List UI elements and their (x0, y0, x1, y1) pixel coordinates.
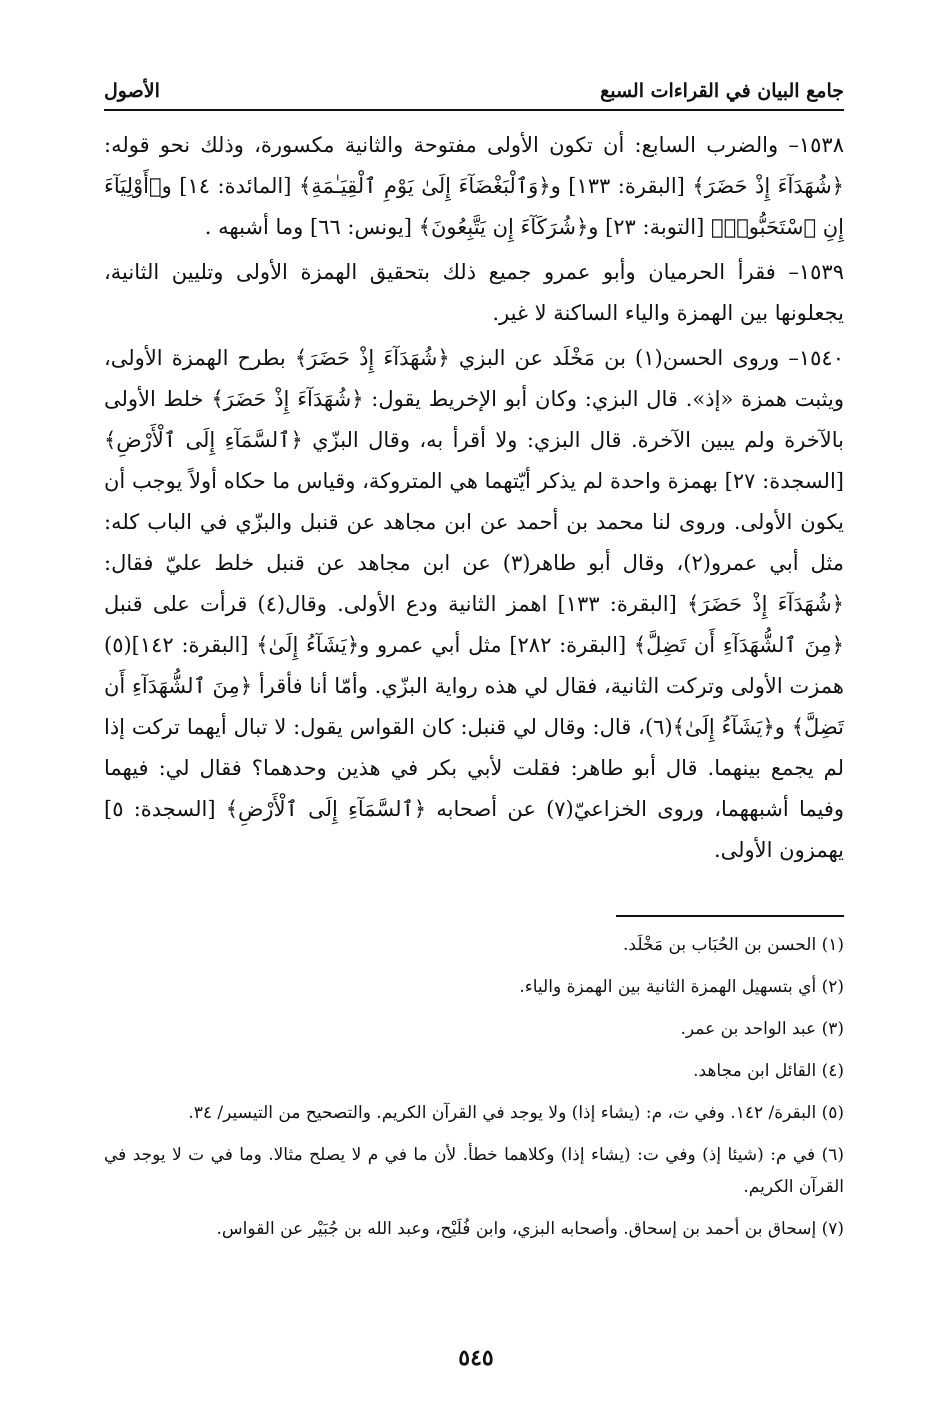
footnote-6: (٦) في م: (شيئا إذ) وفي ت: (يشاء إذا) وكلاهما خطأ. لأن ما في م لا يصلح مثالا. وما في ت لا يوجد في القرآن الكريم. (104, 1144, 844, 1197)
page-number: ٥٤٥ (458, 1345, 494, 1371)
footnote-7: (٧) إسحاق بن أحمد بن إسحاق. وأصحابه البزي، وابن فُلَيْح، وعبد الله بن جُبَيْر عن القواس. (216, 1218, 844, 1239)
footnote-4: (٤) القائل ابن مجاهد. (693, 1060, 844, 1081)
footnote-separator (616, 915, 844, 917)
footnote-5: (٥) البقرة/ ١٤٢. وفي ت، م: (يشاء إذا) ولا يوجد في القرآن الكريم. والتصحيح من التيسير/ ٣٤. (188, 1102, 844, 1123)
section-title: الأصول (104, 80, 160, 102)
footnote-1: (١) الحسن بن الحُبَاب بن مَخْلَد. (623, 934, 844, 955)
footnotes (104, 929, 844, 1245)
paragraph-1538: ١٥٣٨– والضرب السابع: أن تكون الأولى مفتوحة والثانية مكسورة، وذلك نحو قوله: ﴿شُهَدَآءَ إِذْ حَضَرَ﴾ [البقرة: ١٣٣] و﴿وَٱلْبَغْضَآءَ إِلَىٰ يَوْمِ ٱلْقِيَـٰمَةِ﴾ [المائدة: ١٤] و﴿أَوْلِيَآءَ إِنِ ٱسْتَحَبُّوا۟﴾ [التوبة: ٢٣] و﴿شُرَكَآءَ إِن يَتَّبِعُونَ﴾ [يونس: ٦٦] وما أشبهه . (104, 132, 844, 239)
paragraph-1540: ١٥٤٠– وروى الحسن(١) بن مَخْلَد عن البزي ﴿شُهَدَآءَ إِذْ حَضَرَ﴾ بطرح الهمزة الأولى، ويثبت همزة «إذ». قال البزي: وكان أبو الإخريط يقول: ﴿شُهَدَآءَ إِذْ حَضَرَ﴾ خلط الأولى بالآخرة ولم يبين الآخرة. قال البزي: ولا أقرأ به، وقال البزّي ﴿ٱلسَّمَآءِ إِلَى ٱلْأَرْضِ﴾ [السجدة: ٢٧] بهمزة واحدة لم يذكر أيّتهما هي المتروكة، وقياس ما حكاه أولاً يوجب أن يكون الأولى. وروى لنا محمد بن أحمد عن ابن مجاهد عن قنبل والبزّي في الباب كله: مثل أبي عمرو(٢)، وقال أبو طاهر(٣) عن ابن مجاهد عن قنبل خلط عليّ فقال: ﴿شُهَدَآءَ إِذْ حَضَرَ﴾ [البقرة: ١٣٣] اهمز الثانية ودع الأولى. وقال(٤) قرأت على قنبل ﴿مِنَ ٱلشُّهَدَآءِ أَن تَضِلَّ﴾ [البقرة: ٢٨٢] مثل أبي عمرو و﴿يَشَآءُ إِلَىٰ﴾ [البقرة: ١٤٢](٥) همزت الأولى وتركت الثانية، فقال لي هذه رواية البزّي. وأمّا أنا فأقرأ ﴿مِنَ ٱلشُّهَدَآءِ أَن تَضِلَّ﴾ و﴿يَشَآءُ إِلَىٰ﴾(٦)، قال: وقال لي قنبل: كان القواس يقول: لا تبال أيهما تركت إذا لم يجمع بينهما. قال أبو طاهر: فقلت لأبي بكر في هذين وحدهما؟ فقال لي: فيهما وفيما أشبههما، وروى الخزاعيّ(٧) عن أصحابه ﴿ٱلسَّمَآءِ إِلَى ٱلْأَرْضِ﴾ [السجدة: ٥] يهمزون الأولى. (104, 345, 844, 862)
book-title: جامع البيان في القراءات السبع (600, 80, 844, 102)
running-header (104, 80, 844, 111)
paragraph-1539: ١٥٣٩– فقرأ الحرميان وأبو عمرو جميع ذلك بتحقيق الهمزة الأولى وتليين الثانية، يجعلونها بين الهمزة والياء الساكنة لا غير. (104, 259, 844, 325)
footnote-3: (٣) عبد الواحد بن عمر. (680, 1018, 844, 1039)
main-text (104, 125, 844, 871)
footnote-2: (٢) أي بتسهيل الهمزة الثانية بين الهمزة والياء. (519, 976, 844, 997)
